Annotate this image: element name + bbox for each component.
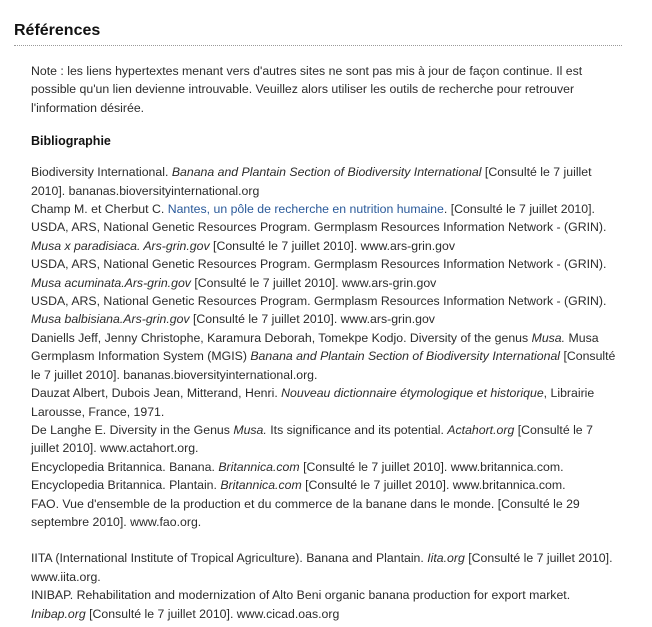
reference-title: Musa balbisiana.Ars-grin.gov bbox=[31, 312, 190, 327]
reference-line: www.iita.org. bbox=[31, 569, 101, 584]
reference-line: Encyclopedia Britannica. Plantain. Britannica.com [Consulté le 7 juillet 2010]. www.britannica.com. bbox=[31, 478, 566, 493]
reference-title: Iita.org bbox=[427, 551, 465, 566]
reference-entry bbox=[31, 163, 652, 200]
reference-line: Biodiversity International. Banana and Plantain Section of Biodiversity International [Consulté le 7 juillet bbox=[31, 165, 592, 180]
reference-entry bbox=[31, 458, 652, 476]
reference-line: Musa acuminata.Ars-grin.gov [Consulté le 7 juillet 2010]. www.ars-grin.gov bbox=[31, 275, 437, 290]
reference-title: Musa. bbox=[531, 330, 566, 345]
reference-title: Britannica.com bbox=[218, 459, 300, 474]
reference-entry bbox=[31, 255, 652, 292]
reference-line: juillet 2010]. www.actahort.org. bbox=[31, 441, 199, 456]
reference-entry bbox=[31, 495, 652, 532]
reference-entry bbox=[31, 200, 652, 218]
reference-line: Inibap.org [Consulté le 7 juillet 2010]. www.cicad.oas.org bbox=[31, 606, 340, 621]
reference-line: Encyclopedia Britannica. Banana. Britannica.com [Consulté le 7 juillet 2010]. www.britannica.com. bbox=[31, 459, 564, 474]
reference-line: De Langhe E. Diversity in the Genus Musa. Its significance and its potential. Actahort.org [Consulté le 7 bbox=[31, 422, 593, 437]
note-line: Note : les liens hypertextes menant vers d'autres sites ne sont pas mis à jour de façon continue. Il est bbox=[31, 64, 583, 78]
reference-title: Britannica.com bbox=[220, 478, 302, 493]
reference-entry bbox=[31, 549, 652, 586]
reference-line: FAO. Vue d'ensemble de la production et du commerce de la banane dans le monde. [Consulté le 29 bbox=[31, 496, 580, 511]
reference-line: 2010]. bananas.bioversityinternational.org bbox=[31, 183, 260, 198]
reference-link[interactable]: Nantes, un pôle de recherche en nutrition humaine bbox=[167, 202, 444, 217]
reference-entry bbox=[31, 421, 652, 458]
reference-entry bbox=[31, 586, 652, 623]
reference-line: le 7 juillet 2010]. bananas.bioversityinternational.org. bbox=[31, 367, 318, 382]
section-title: Références bbox=[14, 22, 101, 39]
reference-line: septembre 2010]. www.fao.org. bbox=[31, 514, 202, 529]
bibliography-list bbox=[31, 163, 652, 623]
reference-entry bbox=[31, 384, 652, 421]
reference-entry bbox=[31, 476, 652, 494]
reference-line: USDA, ARS, National Genetic Resources Program. Germplasm Resources Information Network - (GRIN). bbox=[31, 257, 607, 272]
references-content bbox=[31, 62, 652, 623]
title-divider bbox=[14, 45, 622, 46]
reference-title: Actahort.org bbox=[447, 422, 515, 437]
reference-title: Inibap.org bbox=[31, 606, 86, 621]
note-paragraph bbox=[31, 62, 652, 117]
reference-title: Nouveau dictionnaire étymologique et historique bbox=[281, 386, 544, 401]
note-line: possible qu'un lien devienne introuvable. Veuillez alors utiliser les outils de recherche pour retrouver bbox=[31, 82, 575, 97]
reference-line: INIBAP. Rehabilitation and modernization of Alto Beni organic banana production for export market. bbox=[31, 588, 571, 603]
reference-line: Dauzat Albert, Dubois Jean, Mitterand, Henri. Nouveau dictionnaire étymologique et historique, Librairie bbox=[31, 386, 595, 401]
reference-line: Larousse, France, 1971. bbox=[31, 404, 165, 419]
reference-entry bbox=[31, 292, 652, 329]
reference-title: Musa acuminata.Ars-grin.gov bbox=[31, 275, 191, 290]
reference-entry bbox=[31, 218, 652, 255]
reference-line: USDA, ARS, National Genetic Resources Program. Germplasm Resources Information Network - (GRIN). bbox=[31, 220, 607, 235]
reference-title: Banana and Plantain Section of Biodiversity International bbox=[250, 349, 561, 364]
reference-line: USDA, ARS, National Genetic Resources Program. Germplasm Resources Information Network - (GRIN). bbox=[31, 294, 607, 309]
reference-line: Musa balbisiana.Ars-grin.gov [Consulté le 7 juillet 2010]. www.ars-grin.gov bbox=[31, 312, 435, 327]
reference-line: Champ M. et Cherbut C. Nantes, un pôle de recherche en nutrition humaine. [Consulté le 7 juillet 2010]. bbox=[31, 202, 595, 217]
reference-title: Musa. bbox=[233, 422, 267, 437]
note-line: l'information désirée. bbox=[31, 100, 145, 115]
reference-entry bbox=[31, 329, 652, 384]
reference-title: Banana and Plantain Section of Biodiversity International bbox=[171, 165, 482, 180]
bibliography-heading: Bibliographie bbox=[31, 134, 111, 149]
reference-line: Germplasm Information System (MGIS) Banana and Plantain Section of Biodiversity International [Consulté bbox=[31, 349, 616, 364]
reference-line: Musa x paradisiaca. Ars-grin.gov [Consulté le 7 juillet 2010]. www.ars-grin.gov bbox=[31, 238, 455, 253]
reference-title: Musa x paradisiaca. Ars-grin.gov bbox=[31, 238, 210, 253]
reference-line: Daniells Jeff, Jenny Christophe, Karamura Deborah, Tomekpe Kodjo. Diversity of the genus Musa. Musa bbox=[31, 330, 599, 345]
reference-line: IITA (International Institute of Tropical Agriculture). Banana and Plantain. Iita.org [Consulté le 7 juillet 2010]. bbox=[31, 551, 613, 566]
